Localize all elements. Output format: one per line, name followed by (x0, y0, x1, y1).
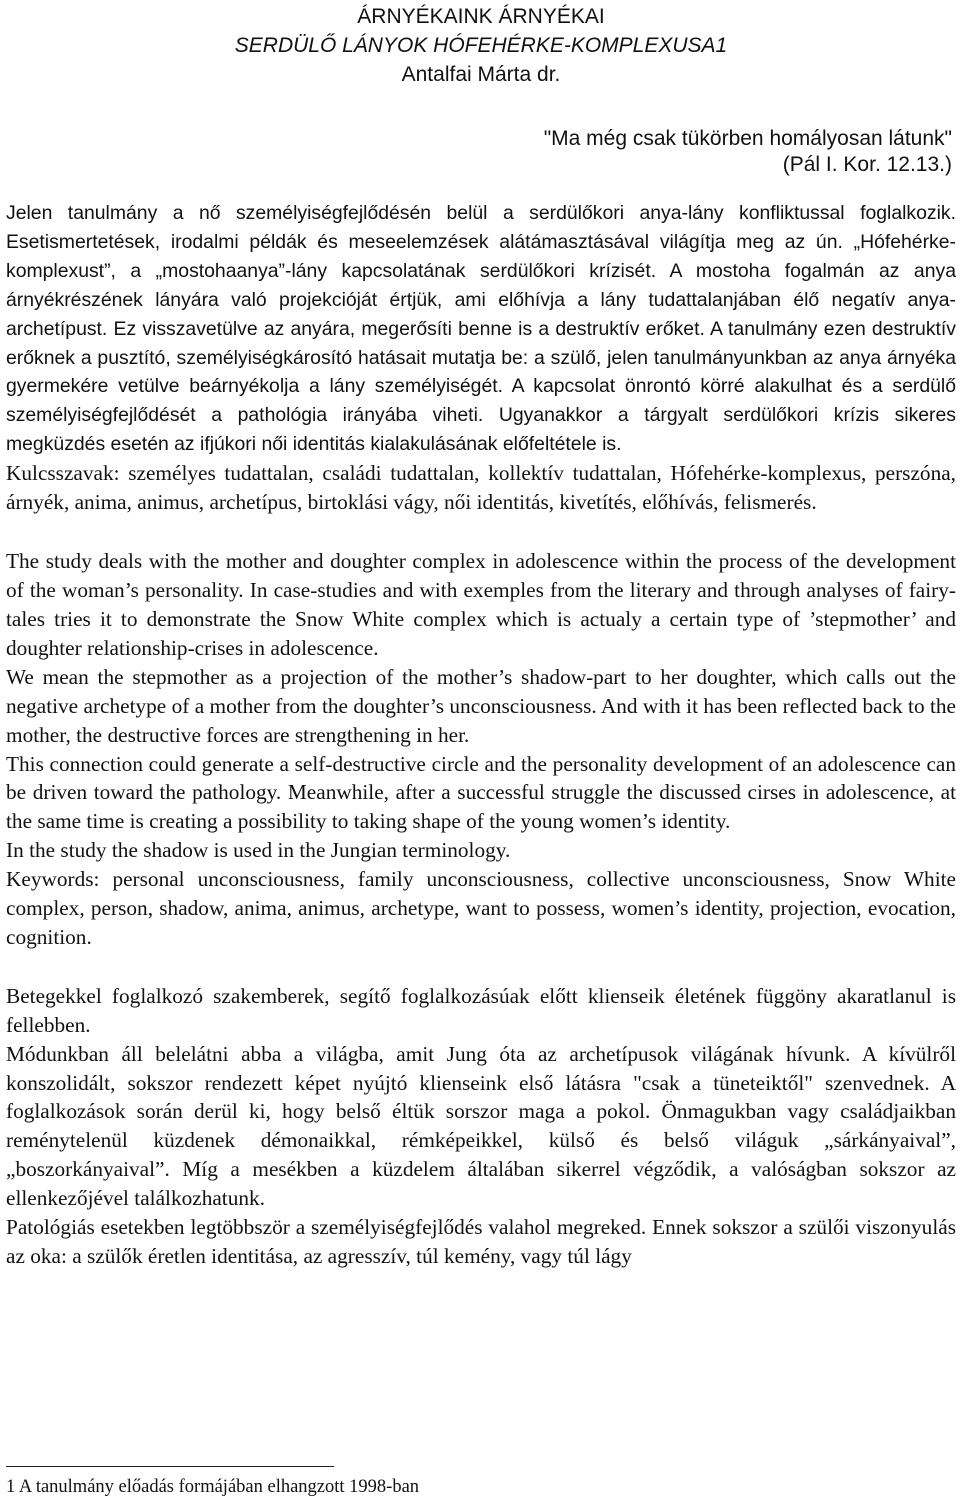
abstract-english-paragraph: In the study the shadow is used in the Jungian terminology. (6, 838, 511, 863)
footnote: 1 A tanulmány előadás formájában elhangzott 1998-ban (6, 1477, 420, 1497)
title-block (6, 2, 956, 89)
body-text (6, 982, 956, 1271)
keywords-hungarian: Kulcsszavak: személyes tudattalan, családi tudattalan, kollektív tudattalan, Hófehérke-komplexus, perszóna, árnyék, anima, animus, archetípus, birtoklási vágy, női identitás, kivetítés, előhívás, felismerés. (6, 461, 956, 515)
body-paragraph: Patológiás esetekben legtöbbször a személyiségfejlődés valahol megreked. Ennek sokszor a szülői viszonyulás az oka: a szülők éretlen identitása, az agresszív, túl kemény, vagy túl lágy (6, 1215, 956, 1268)
abstract-english-paragraph: This connection could generate a self-destructive circle and the personality development of an adolescence can be driven toward the pathology. Meanwhile, after a successful struggle the discussed cirses in adolescence, at the same time is creating a possibility to taking shape of the young women’s identity. (6, 751, 956, 834)
footnote-divider (6, 1466, 334, 1467)
abstract-hungarian (6, 199, 956, 459)
abstract-english-paragraph: The study deals with the mother and doughter complex in adolescence within the process of the development of the woman’s personality. In case-studies and with exemples from the literary and through analyses of fairy-tales tries it to demonstrate the Snow White complex which is actualy a certain type of ’stepmother’ and doughter relationship-crises in adolescence. (6, 549, 956, 660)
epigraph-quote: "Ma még csak tükörben homályosan látunk" (543, 127, 952, 150)
main-title: ÁRNYÉKAINK ÁRNYÉKAI (357, 5, 605, 28)
keywords-english: Keywords: personal unconsciousness, family unconsciousness, collective unconsciousness, Snow White complex, person, shadow, anima, animus, archetype, want to possess, women’s identity, projection, evocation, cognition. (6, 867, 956, 949)
epigraph-source: (Pál I. Kor. 12.13.) (782, 153, 952, 176)
epigraph (6, 126, 956, 178)
author: Antalfai Márta dr. (401, 63, 561, 86)
abstract-english-paragraph: We mean the stepmother as a projection of the mother’s shadow-part to her doughter, which calls out the negative archetype of a mother from the doughter’s unconsciousness. And with it has been reflected back to the mother, the destructive forces are strengthening in her. (6, 664, 956, 747)
body-paragraph: Módunkban áll belelátni abba a világba, amit Jung óta az archetípusok világának hívunk. A kívülről konszolidált, sokszor rendezett képet nyújtó klienseink első látásra "csak a tüneteiktől" szenvednek. A foglalkozások során derül ki, hogy belső éltük sorszor maga a pokol. Önmagukban vagy családjaikban reménytelenül küzdenek démonaikkal, rémképeikkel, külső és belső világuk „sárkányaival”, „boszorkányaival”. Míg a mesékben a küzdelem általában sikerrel végződik, a valóságban sokszor az ellenkezőjével találkozhatunk. (6, 1041, 956, 1211)
abstract-hungarian-text: Jelen tanulmány a nő személyiségfejlődésén belül a serdülőkori anya-lány konfliktussal foglalkozik. Esetismertetések, irodalmi példák és meseelemzések alátámasztásával világítja meg az ún. „Hófehérke-komplexust”, a „mostohaanya”-lány kapcsolatának serdülőkori krízisét. A mostoha fogalmán az anya árnyékrészének lányára való projekcióját értjük, ami előhívja a lány tudattalanjában élő negatív anya-archetípust. Ez visszavetülve az anyára, megerősíti benne is a destruktív erőket. A tanulmány ezen destruktív erőknek a pusztító, személyiségkárosító hatásait mutatja be: a szülő, jelen tanulmányunkban az anya árnyéka gyermekére vetülve beárnyékolja a lány személyiségét. A kapcsolat önrontó körré alakulhat és a serdülő személyiségfejlődését a pathológia irányába viheti. Ugyanakkor a tárgyalt serdülőkori krízis sikeres megküzdés esetén az ifjúkori női identitás kialakulásának előfeltétele is. (6, 202, 956, 456)
document-page (6, 0, 956, 1271)
subtitle: SERDÜLŐ LÁNYOK HÓFEHÉRKE-KOMPLEXUSA1 (234, 34, 728, 57)
body-paragraph: Betegekkel foglalkozó szakemberek, segítő foglalkozásúak előtt klienseik életének függöny akaratlanul is fellebben. (6, 983, 956, 1037)
abstract-english (6, 547, 956, 952)
